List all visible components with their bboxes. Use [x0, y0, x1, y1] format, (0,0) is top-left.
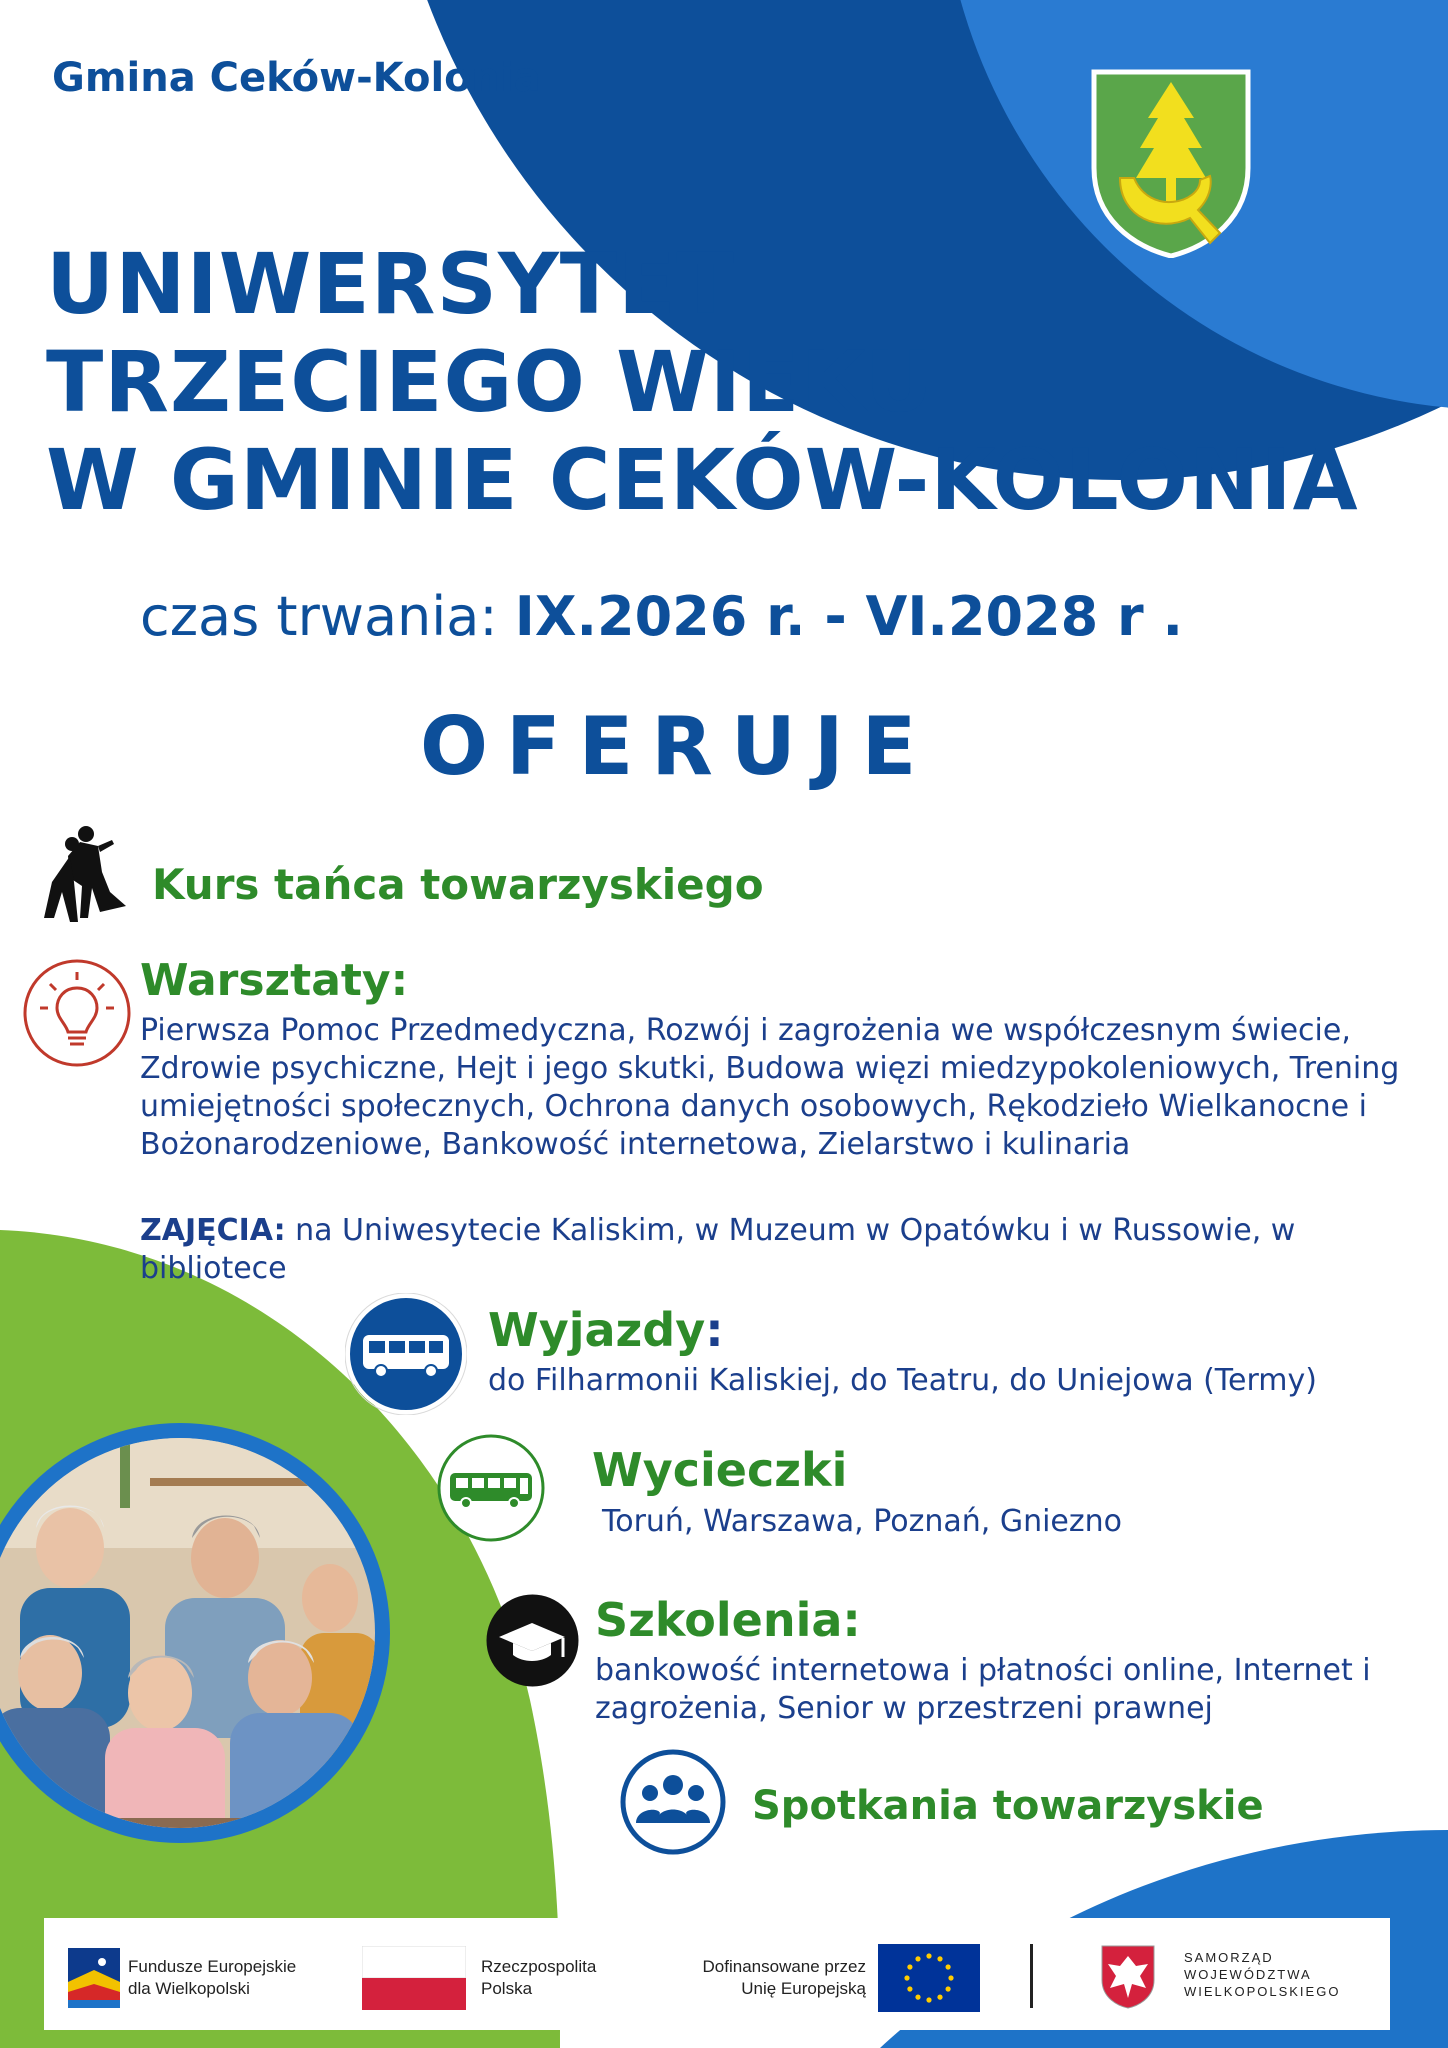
people-group-icon — [618, 1747, 728, 1857]
wielkopolska-eagle-logo — [1100, 1944, 1156, 2010]
excursions-text: Toruń, Warszawa, Poznań, Gniezno — [602, 1504, 1123, 1539]
title-line-2: TRZECIEGO WIEKU — [46, 333, 935, 431]
footer-logos — [44, 1918, 1390, 2030]
eu-star — [946, 1964, 951, 1969]
eu-star — [946, 1986, 951, 1991]
duration-value: IX.2026 r. - VI.2028 r . — [514, 585, 1183, 648]
sw-line2: WOJEWÓDZTWA — [1184, 1967, 1312, 1982]
offers-heading: OFERUJE — [420, 700, 935, 793]
excursions-title: Wycieczki — [592, 1443, 848, 1497]
eu-star — [926, 1953, 931, 1958]
lightbulb-icon — [22, 958, 132, 1068]
bus-icon — [436, 1433, 546, 1543]
coat-of-arms-logo — [1090, 68, 1252, 258]
eu-star — [948, 1975, 953, 1980]
trainings-text: bankowość internetowa i płatności online, Internet i zagrożenia, Senior w przestrzeni prawnej — [595, 1653, 1371, 1726]
classes-label: ZAJĘCIA: — [140, 1213, 286, 1248]
page-title — [46, 235, 1359, 529]
eu-star — [915, 1956, 920, 1961]
title-line-3: W GMINIE CEKÓW-KOLONIA — [46, 431, 1359, 529]
graduation-cap-icon — [485, 1593, 580, 1688]
org-name: Gmina Ceków-Kolonia — [52, 55, 541, 101]
trainings-title: Szkolenia: — [595, 1593, 861, 1647]
eu-star — [937, 1956, 942, 1961]
dance-course-title: Kurs tańca towarzyskiego — [152, 860, 764, 909]
workshops-text: Pierwsza Pomoc Przedmedyczna, Rozwój i zagrożenia we współczesnym świecie, Zdrowie psychiczne, Hejt i jego skutki, Budowa więzi miedzypokoleniowych, Trening umiejętności społecznych, Ochrona danych osobowych, Rękodzieło Wielkanocne i Bożonarodzeniowe, Bankowość internetowa, Zielarstwo i kulinaria — [140, 1013, 1400, 1162]
eu-star — [907, 1964, 912, 1969]
rp-line2: Polska — [481, 1979, 533, 1998]
rp-line1: Rzeczpospolita — [481, 1957, 597, 1976]
dancing-couple-icon — [40, 822, 130, 934]
european-funds-logo — [68, 1948, 120, 2008]
polish-flag-icon — [362, 1946, 466, 2010]
eu-line2: Unię Europejską — [741, 1979, 866, 1998]
classes-text — [140, 1212, 1420, 1288]
trips-title-text: Wyjazdy — [488, 1303, 706, 1357]
european-funds-line2: dla Wielkopolski — [128, 1979, 250, 1998]
eu-star — [907, 1986, 912, 1991]
trips-title — [488, 1303, 724, 1357]
eu-star — [904, 1975, 909, 1980]
eu-flag-icon — [878, 1944, 980, 2012]
eu-line1: Dofinansowane przez — [702, 1957, 866, 1976]
duration-label: czas trwania: — [140, 585, 498, 648]
meetings-title: Spotkania towarzyskie — [752, 1783, 1264, 1829]
eu-star — [915, 1995, 920, 2000]
sw-line3: WIELKOPOLSKIEGO — [1184, 1984, 1341, 1999]
european-funds-line1: Fundusze Europejskie — [128, 1957, 297, 1976]
footer-divider — [1030, 1944, 1033, 2008]
eu-star — [926, 1997, 931, 2002]
sw-line1: SAMORZĄD — [1184, 1950, 1274, 1965]
trips-title-colon: : — [705, 1303, 724, 1357]
seniors-photo — [0, 1408, 410, 1858]
duration — [140, 585, 1183, 648]
eu-star — [937, 1995, 942, 2000]
workshops-title: Warsztaty: — [140, 955, 409, 1006]
title-line-1: UNIWERSYTET — [46, 235, 735, 333]
classes-locations: na Uniwesytecie Kaliskim, w Muzeum w Opatówku i w Russowie, w bibliotece — [140, 1213, 1296, 1286]
trips-text: do Filharmonii Kaliskiej, do Teatru, do Uniejowa (Termy) — [488, 1363, 1317, 1398]
bus-sign-icon — [345, 1293, 467, 1415]
